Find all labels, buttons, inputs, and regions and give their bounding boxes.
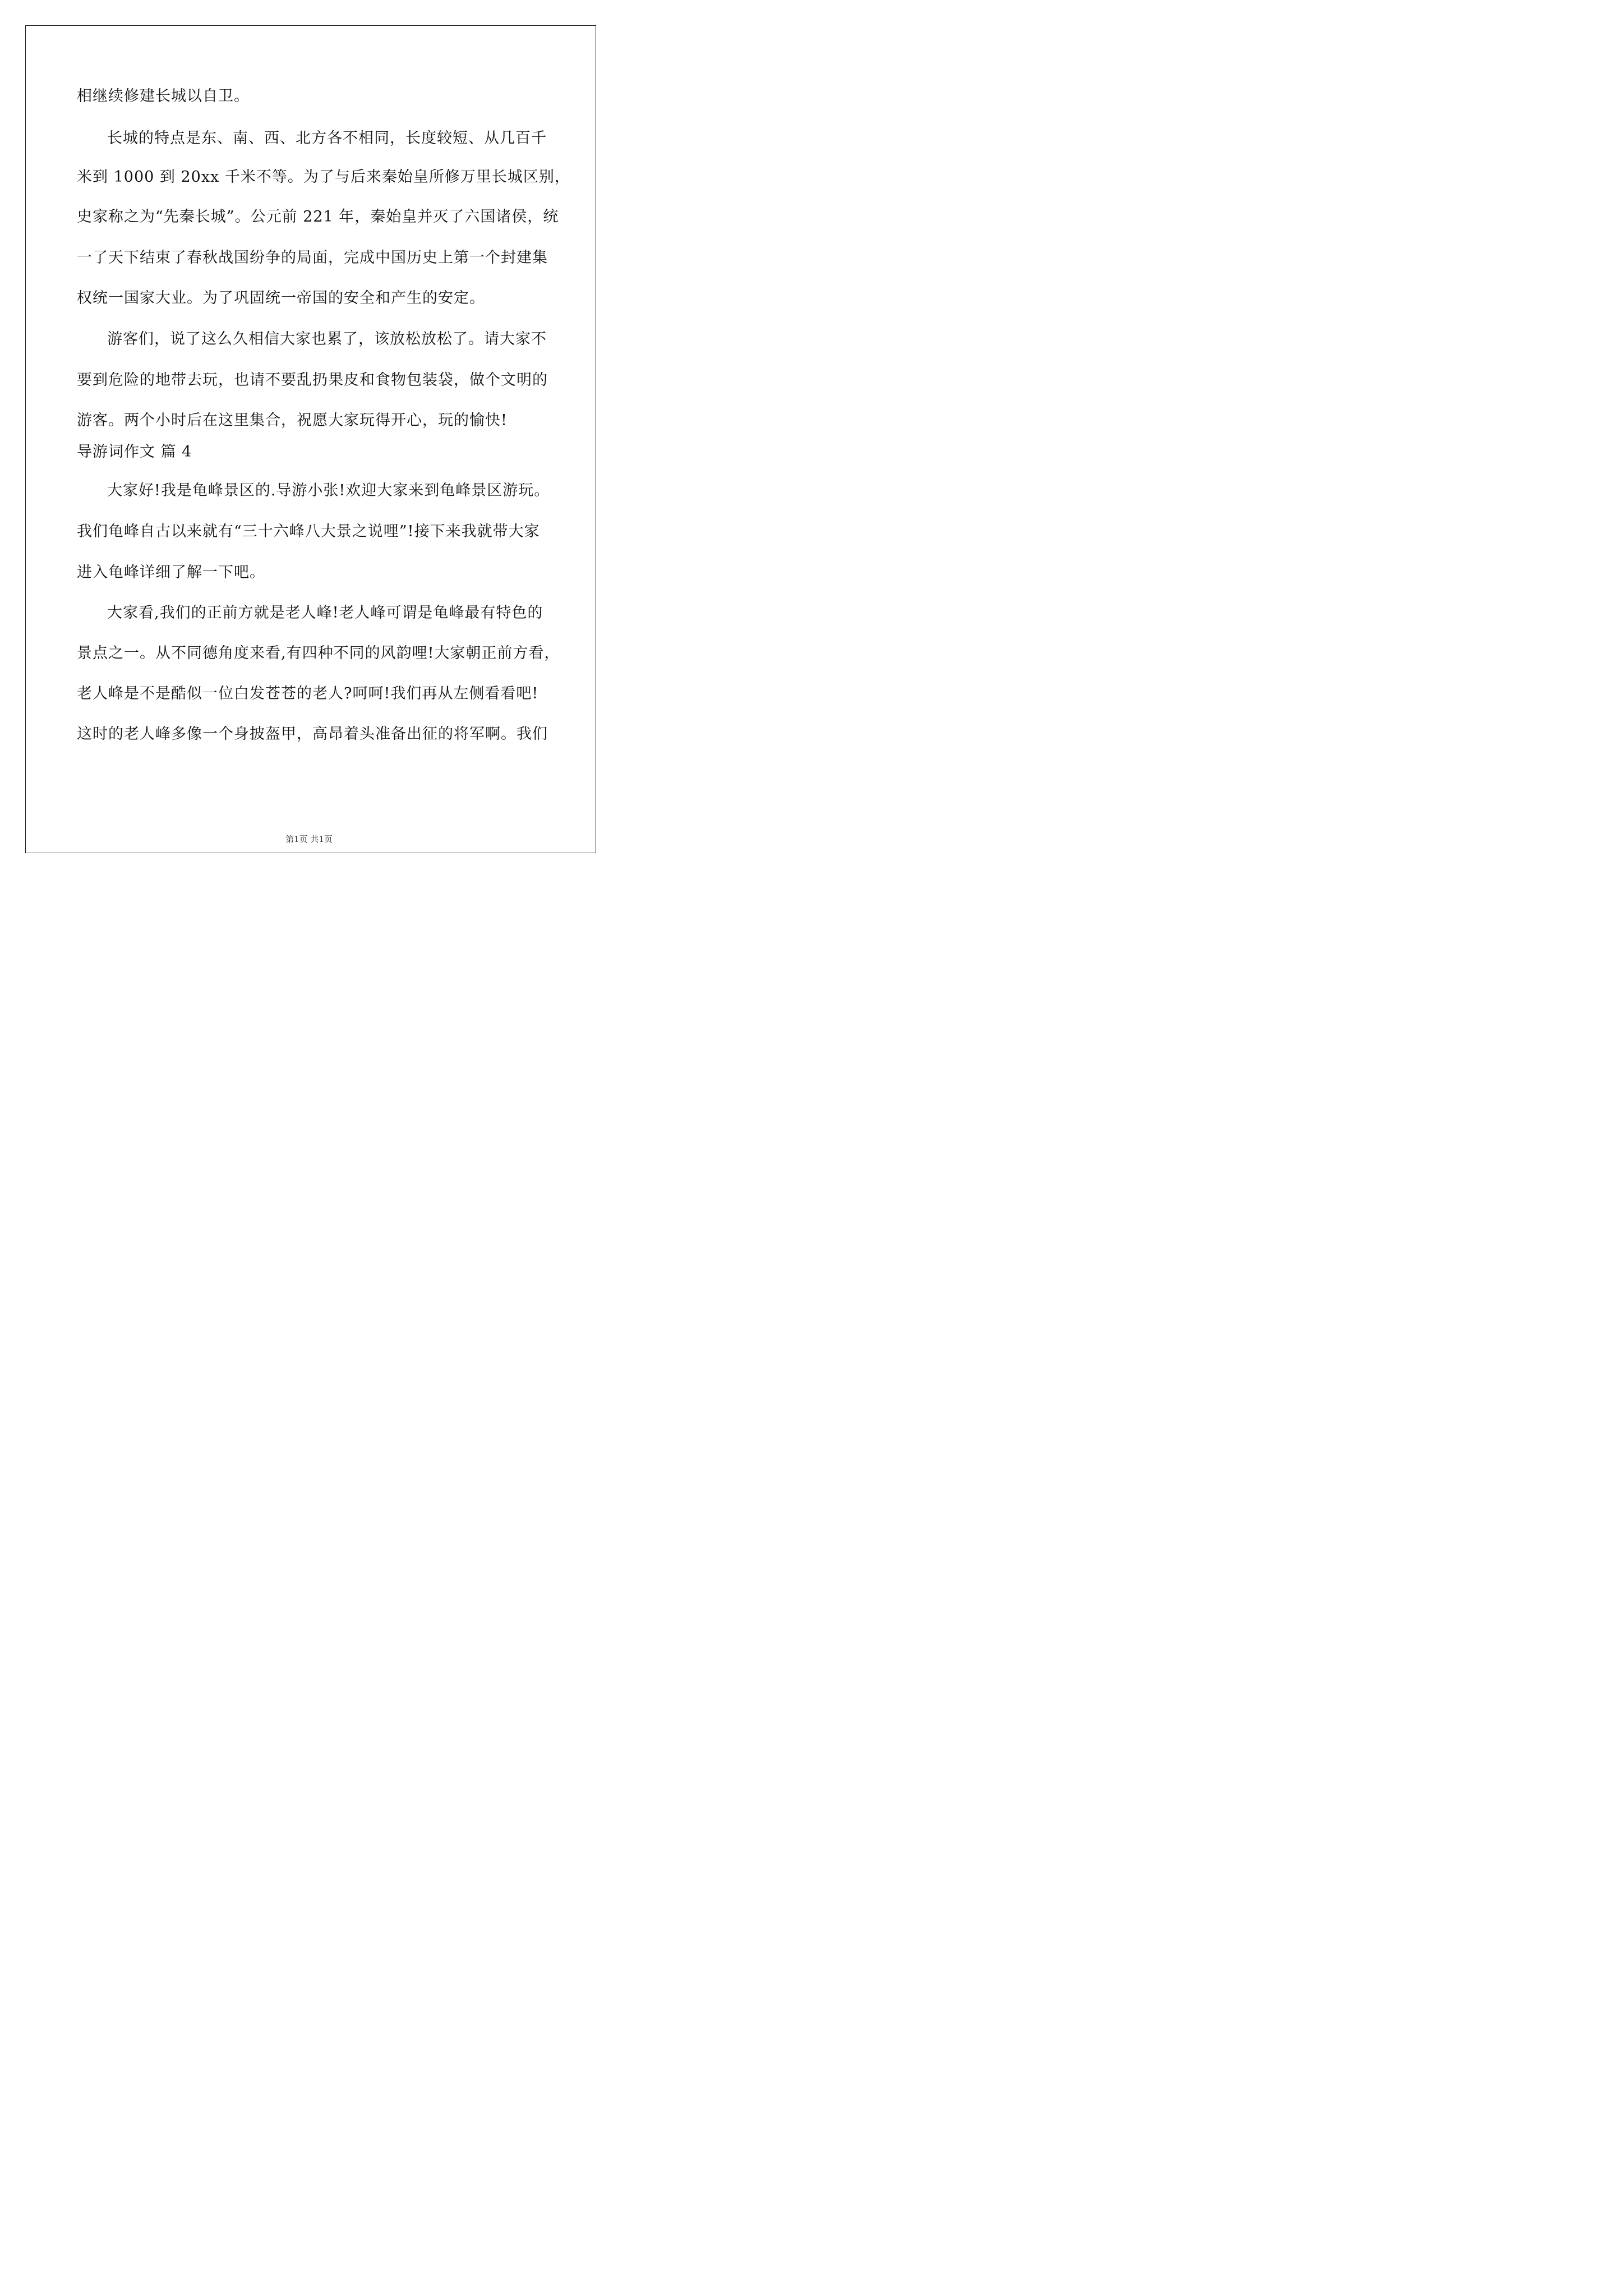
text-line: 一了天下结束了春秋战国纷争的局面，完成中国历史上第一个封建集: [77, 249, 548, 266]
text-line: 这时的老人峰多像一个身披盔甲，高昂着头准备出征的将军啊。我们: [77, 725, 548, 743]
text-line: 进入龟峰详细了解一下吧。: [77, 564, 265, 581]
text-line: 相继续修建长城以自卫。: [77, 88, 250, 105]
text-line: 我们龟峰自古以来就有“三十六峰八大景之说哩”!接下来我就带大家: [77, 523, 540, 540]
text-line: 米到 1000 到 20xx 千米不等。为了与后来秦始皇所修万里长城区别，: [77, 168, 570, 186]
text-line: 游客。两个小时后在这里集合，祝愿大家玩得开心，玩的愉快!: [77, 412, 508, 429]
page-footer: 第1页 共1页: [285, 834, 333, 844]
text-line: 老人峰是不是酷似一位白发苍苍的老人?呵呵!我们再从左侧看看吧!: [77, 685, 539, 702]
text-line: 大家好!我是龟峰景区的.导游小张!欢迎大家来到龟峰景区游玩。: [107, 482, 550, 499]
text-line: 景点之一。从不同德角度来看,有四种不同的风韵哩!大家朝正前方看，: [77, 645, 560, 662]
section-heading: 导游词作文 篇 4: [77, 443, 192, 461]
text-line: 长城的特点是东、南、西、北方各不相同，长度较短、从几百千: [107, 130, 547, 147]
text-line: 要到危险的地带去玩，也请不要乱扔果皮和食物包装袋，做个文明的: [77, 371, 548, 389]
text-line: 权统一国家大业。为了巩固统一帝国的安全和产生的安定。: [77, 289, 485, 307]
text-line: 大家看,我们的正前方就是老人峰!老人峰可谓是龟峰最有特色的: [107, 604, 543, 622]
text-line: 游客们，说了这么久相信大家也累了，该放松放松了。请大家不: [107, 330, 547, 348]
text-line: 史家称之为“先秦长城”。公元前 221 年，秦始皇并灭了六国诸侯，统: [77, 208, 559, 226]
